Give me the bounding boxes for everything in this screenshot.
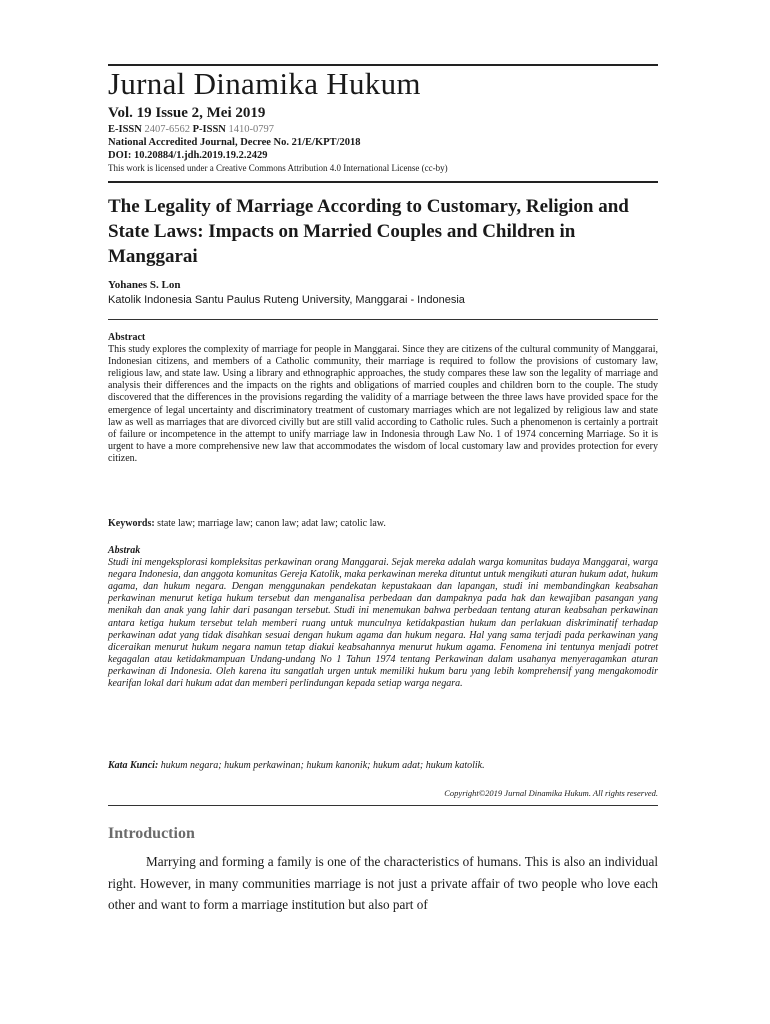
abstrak-text: Studi ini mengeksplorasi kompleksitas perkawinan orang Manggarai. Sejak mereka adalah warga komunitas budaya Manggarai, warga negara Indonesia, dan anggota komunitas Gereja Katolik, maka perkawinan mereka dituntut untuk mengikuti aturan hukum adat, hukum agama, dan hukum negara. Dengan menggunakan pendekatan kepustakaan dan lapangan, studi ini membandingkan keabsahan perkawinan menurut ketiga hukum tersebut dan menganalisa perbedaan dan dampaknya pada hak dan kewajiban pasangan yang menikah dan anak yang lahir dari pasangan tersebut. Studi ini menemukan bahwa perbedaan tentang aturan keabsahan perkawinan antara ketiga hukum tersebut telah memberi ruang untuk munculnya ketidakpastian hukum dan perlakuan diskriminatif terhadap perkawinan adat yang tidak disahkan sesuai dengan hukum agama dan hukum negara. Hal yang sama terjadi pada perkawinan yang diceraikan menurut hukum negara namun tetap diakui keabsahannya menurut hukum agama. Fenomena ini tentunya menjadi potret kegagalan atau ketidakmampuan Undang-undang No 1 Tahun 1974 tentang Perkawinan dalam usahanya menyeragamkan aturan perkawinan di Indonesia. Oleh karena itu sangatlah urgen untuk memiliki hukum baru yang lebih komprehensif yang mengakomodir kearifan lokal dari hukum adat dan memberi perlindungan kepada setiap warga negara.: [108, 557, 658, 690]
abstrak-heading: Abstrak: [108, 545, 141, 556]
eissn-label: E-ISSN: [108, 124, 142, 135]
abstract-text: This study explores the complexity of marriage for people in Manggarai. Since they are citizens of the cultural community of Manggarai, Indonesian citizens, and members of a Catholic community, their marriage is required to follow the provisions of customary law, religious law, and state law. Using a library and ethnographic approaches, the study compares these law son the legality of marriage and analysis their differences and the impacts on the rights and obligations of married couples and children born to the couple. The study discovered that the differences in the provisions regarding the validity of a marriage between the three laws have provided space for the emergence of legal uncertainty and discriminatory treatment of customary marriages which are not legalized by religious law and state law as well as marriages that are divorced civilly but are still valid according to Catholic rules. Such a phenomenon is certainly a portrait of failure or incompetence in the attempt to unify marriage law in Indonesia through Law No. 1 of 1974 concerning Marriage. So it is urgent to have a more comprehensive new law that accommodates the wisdom of local customary law and provides protection for every citizen.: [108, 344, 658, 464]
introduction-paragraph: Marrying and forming a family is one of the characteristics of humans. This is also an individual right. However, in many communities marriage is not just a private affair of two people who love each other and want to form a marriage institution but also part of: [108, 854, 658, 912]
abstract-rule: [108, 319, 658, 320]
copyright-note: Copyright©2019 Jurnal Dinamika Hukum. All rights reserved.: [444, 788, 658, 798]
abstract-heading: Abstract: [108, 332, 146, 343]
pissn-label: P-ISSN: [192, 124, 226, 135]
author-name: Yohanes S. Lon: [108, 279, 181, 291]
doi-link[interactable]: DOI: 10.20884/1.jdh.2019.19.2.2429: [108, 150, 268, 161]
issn-line: [108, 123, 658, 136]
kata-kunci-text: hukum negara; hukum perkawinan; hukum kanonik; hukum adat; hukum katolik.: [160, 760, 485, 771]
abstract-section: [108, 332, 658, 465]
kata-kunci-line: [108, 760, 658, 772]
author-affiliation: Katolik Indonesia Santu Paulus Ruteng University, Manggarai - Indonesia: [108, 294, 465, 306]
kata-kunci-label: Kata Kunci:: [108, 760, 159, 771]
copyright-rule: [108, 805, 658, 806]
header-rule: [108, 181, 658, 183]
abstrak-section: [108, 545, 658, 690]
introduction-heading: Introduction: [108, 825, 195, 842]
keywords-text: state law; marriage law; canon law; adat law; catolic law.: [157, 518, 386, 529]
accreditation: National Accredited Journal, Decree No. 21/E/KPT/2018: [108, 137, 361, 148]
journal-title: Jurnal Dinamika Hukum: [108, 66, 421, 101]
introduction-body: [108, 851, 658, 916]
journal-metadata: [108, 103, 658, 174]
keywords-label: Keywords:: [108, 518, 155, 529]
keywords-line: [108, 518, 658, 530]
license-note: This work is licensed under a Creative Commons Attribution 4.0 International License (cc-by): [108, 163, 448, 173]
article-title: The Legality of Marriage According to Customary, Religion and State Laws: Impacts on Married Couples and Children in Manggarai: [108, 196, 629, 267]
volume-issue: Vol. 19 Issue 2, Mei 2019: [108, 105, 266, 121]
eissn-number: 2407-6562: [144, 124, 190, 135]
pissn-number: 1410-0797: [228, 124, 274, 135]
